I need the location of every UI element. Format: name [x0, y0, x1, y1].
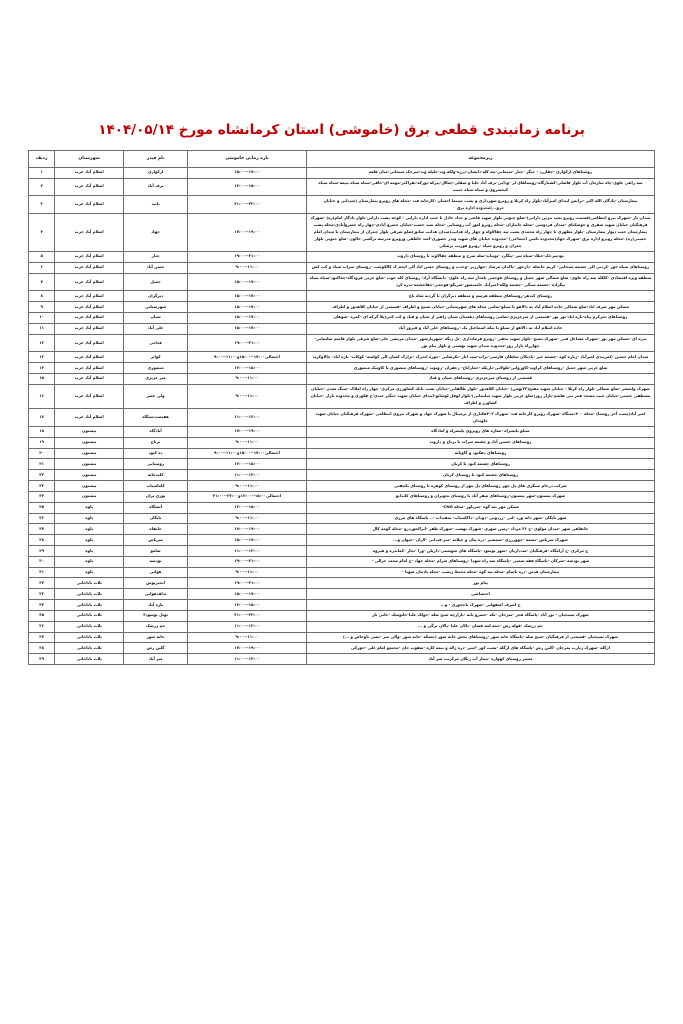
cell-feeder: سرپاس [124, 535, 188, 546]
cell-subset: روستاهای چشمه کبود تا کربان [306, 459, 654, 470]
table-row [29, 546, 655, 557]
table-row [29, 654, 655, 665]
cell-subset: شرکت درجام سنگری های پل چهر روستاهای پل چهر از روستای کوهره تا روستای بکچفتی [306, 481, 654, 492]
cell-feeder: بداقدهوانی [124, 589, 188, 600]
table-row [29, 513, 655, 524]
cell-county: ثلاث باباجانی [55, 654, 124, 665]
cell-index: ۳۶ [29, 621, 55, 632]
cell-subset: میدان بار -شهرک نیرو انتظامی(قسمت روبرو پمپ بنزین دارایی)-ضلع جنوبی بلوار شهید قاضی و حداد عادل تا جنب اداره دارایی - کوچه پشت دارایی-بلوار یادگار امام(ره) -شهرک فرهنگیان خیابان شهید صفری و خوشکنای -میدان فردوسی -محله جانبازان -محله روبرو امور آب روستایی -محله سید خشت-خیابان خسرو آبادی-چهار راه خسروآبادی-محله پشت بیمارستان جنب دیوار بیمارستان -بلوار مطهری تا چهار راه محمدی پشت تپه چقالاواه و چهار راه هدایت(میدان هدایت سابق)ضلع شرقی بلوار چمران از بیمارستان تا میدان امام خمینی(ره) -محله روبرو اداره برق -شهرک جهاد(محدوده تامین اجتماعی) -محدوده خیابان های شهید وندر خصوری-اسد عاطفی وروبرو مدرسه نرگسی خالون -ضلع جنوبی بلوار چمران و روبرو سپاه -روبرو فوریت پزشکی [306, 213, 654, 251]
table-row [29, 426, 655, 437]
table-row [29, 363, 655, 374]
cell-county: بیستون [55, 481, 124, 492]
cell-county: بیستون [55, 470, 124, 481]
cell-county: اسلام آباد غرب [55, 312, 124, 323]
cell-subset: مسیر روستای کهواره -بیماز آب زنگان مرکزبت میر آباد [306, 654, 654, 665]
cell-county: اسلام آباد غرب [55, 334, 124, 352]
cell-time: ۱۷:۰۰--۱۵:۰۰ [188, 535, 307, 546]
cell-county: پاوه [55, 535, 124, 546]
cell-index: ۳ [29, 196, 55, 214]
table-row [29, 556, 655, 567]
cell-subset: شهرک ولیعصر -ضلع شمالی بلوار راه کربلا - خیابان شهید مفتح(۲۲بهمن) -خیابان کلاهدوز -بلوار طالقانی-خیابان پشت بانک کشاورزی مرکزی- چهار راه املاک -سنگ معدن -خیابان مصطفی خمینی-خیابان جنب مسجد قمر بنی هاشم-بازار روز(ضلع غربی بلوار شهید سلیمانی)-بلوار لوفل لوشانو-ابتدای خیابان شهید جنگیر عبدی-خ فکوری و محدوده بازار -خیابان کشاورز و اطراف [306, 384, 654, 408]
cell-feeder: حمیل [124, 273, 188, 291]
cell-subset: خ اشرف اصفهانی -شهرک تاجخوری - و... [306, 600, 654, 611]
table-row [29, 178, 655, 196]
cell-feeder: پانید [124, 196, 188, 214]
cell-index: ۲۶ [29, 513, 55, 524]
cell-subset: سه راهی علوی-چاه سازمان آب بلوار فاضلی-کشتارگاه-روستاهای لر -ودایی-برف آباد علیا و سفلی-چغالل-پیرکه-بورکه-تفراکبر-مومه ای-جافی-سیاه سیاه نبیغه-سیاه سیاه کیخسروی و سیاه سیاه حبیب [306, 178, 654, 196]
column-header-time: بازه زمانی خاموشی [188, 151, 307, 168]
cell-feeder: ده کبود [124, 448, 188, 459]
cell-index: ۳۴ [29, 600, 55, 611]
cell-subset: سیلو پلیسراه -مغازه های روبروی پلیسراه و امادگاه [306, 426, 654, 437]
cell-feeder: کاماسیاب [124, 481, 188, 492]
cell-index: ۲۲ [29, 470, 55, 481]
cell-feeder: انجیربوس [124, 578, 188, 589]
cell-subset: مسکن مهر شرف اباد-ضلع شمالی جاده اسلام آباد به دالاهو تا سیلو-تمامی محله های شهرستانی-خیابان بسیج و اطراف -قسمتی از خیابان کلاهدوز و اطراف [306, 302, 654, 313]
table-header-row [29, 151, 655, 168]
cell-feeder: چنار [124, 251, 188, 262]
cell-subset: روستاهای سیاه خور -لردنی الی چشمه سنجابی- کریم حاتمله -دارخور -پاکدان مرصاد -چهارزبر -وحدت و روستای حسن اباد آلی انجم ک کالکوشت -روستای سراب شیاذ و کت کش [306, 262, 654, 273]
table-row [29, 262, 655, 273]
column-header-feeder: نام فیدر [124, 151, 188, 168]
cell-feeder: ارکوازی [124, 167, 188, 178]
cell-time: ۱۹:۰۰--۱۷:۰۰ [188, 213, 307, 251]
cell-time: ۲۳:۰۰--۲۱:۰۰ [188, 610, 307, 621]
cell-county: بیستون [55, 491, 124, 502]
table-row [29, 384, 655, 408]
cell-time: ۱۱:۰۰--۹:۰۰ [188, 262, 307, 273]
cell-time: ۱۳:۰۰--۱۱:۰۰ [188, 654, 307, 665]
cell-time: ۱۱:۰۰--۹:۰۰ [188, 567, 307, 578]
cell-county: پاوه [55, 567, 124, 578]
cell-county: ثلاث باباجانی [55, 610, 124, 621]
cell-index: ۴ [29, 213, 55, 251]
cell-subset: اختصاصی [306, 589, 654, 600]
cell-time: ۱۷:۰۰--۱۵:۰۰ [188, 167, 307, 178]
cell-county: پاوه [55, 524, 124, 535]
table-row [29, 535, 655, 546]
cell-index: ۱۴ [29, 363, 55, 374]
cell-subset: روستای کندهر-روستاهای منطقه هرسم و منطقه دیزگران تا گردنه شاه باغ [306, 291, 654, 302]
cell-index: ۳۷ [29, 632, 55, 643]
cell-county: پاوه [55, 513, 124, 524]
cell-feeder: روستایی [124, 459, 188, 470]
cell-feeder: شهرستانی [124, 302, 188, 313]
cell-subset: شهرک بیستون-شهر بیستون-روستاهای صفر آباد تا روستای نجوبران و روستاهای کاندانو [306, 491, 654, 502]
cell-time: ۱۱:۰۰--۹:۰۰ [188, 384, 307, 408]
cell-county: ثلاث باباجانی [55, 643, 124, 654]
cell-county: اسلام آباد غرب [55, 352, 124, 363]
cell-index: ۵ [29, 251, 55, 262]
table-row [29, 481, 655, 492]
cell-index: ۱۷ [29, 409, 55, 427]
cell-index: ۷ [29, 273, 55, 291]
cell-feeder: شیان [124, 312, 188, 323]
cell-feeder: گلین رش [124, 643, 188, 654]
cell-subset: مسکن مهر تپه گوه -سرباور -محله CNG- [306, 502, 654, 513]
table-row [29, 323, 655, 334]
cell-feeder: میر عزیزی [124, 373, 188, 384]
cell-subset: بیمارستان قدس -دره باسام -محله تپه گوه -محله محیط زیست -محله پادمان شهدا - [306, 567, 654, 578]
cell-index: ۱۰ [29, 312, 55, 323]
cell-subset: شهرک سرباس -نسمه -چووررزی -شمشیر -دره بیان و چیلانه -میر قبدانی -لاران -جیوان و... [306, 535, 654, 546]
table-row [29, 589, 655, 600]
cell-county: ثلاث باباجانی [55, 578, 124, 589]
cell-subset: روستاهای نجرکرم پناه-تازه اباد-نور بور -قسمتی از میرعزیزی-تمامی روستاهای دهستان شیان زاهیر از شیان و قباد و کت کتی(پلا گرکه ای -کمره -شوهان [306, 312, 654, 323]
cell-time: ۲۱:۰۰--۱۹:۰۰ [188, 334, 307, 352]
cell-time: ۱۵:۰۰--۱۳:۰۰ [188, 502, 307, 513]
table-row [29, 302, 655, 313]
cell-index: ۳۸ [29, 643, 55, 654]
cell-index: ۲۰ [29, 448, 55, 459]
table-row [29, 643, 655, 654]
cell-index: ۲۱ [29, 459, 55, 470]
cell-county: ثلاث باباجانی [55, 632, 124, 643]
table-row [29, 196, 655, 214]
column-header-index: ردیف [29, 151, 55, 168]
cell-subset: پیام نور [306, 578, 654, 589]
cell-time: ۱۹:۰۰--۱۷:۰۰ [188, 426, 307, 437]
cell-time: ۱۷:۰۰--۱۵:۰۰ [188, 291, 307, 302]
cell-county: پاوه [55, 502, 124, 513]
table-row [29, 251, 655, 262]
cell-index: ۶ [29, 262, 55, 273]
table-row [29, 352, 655, 363]
cell-county: بیستون [55, 426, 124, 437]
cell-subset: نودسرخک-خیلاد-سیاه سر -بیلگرد -تویباند-سله سرخ و منطقه چقالاوند تا روستای داروند [306, 251, 654, 262]
table-row [29, 632, 655, 643]
cell-index: ۱۲ [29, 334, 55, 352]
cell-time: ۱۷:۰۰--۱۵:۰۰ [188, 273, 307, 291]
cell-subset: شهرک بسیجیان -قسمتی از فرهنگیان -شیخ صله -پاسگاه خانه شور -روستاهای بخش خانه شور (چشکه -خانه شور -والی سر -بشی ناوخاص و ...) [306, 632, 654, 643]
cell-time: ۱۵:۰۰--۱۳:۰۰ [188, 459, 307, 470]
table-row [29, 448, 655, 459]
cell-feeder: جهاد [124, 213, 188, 251]
table-row [29, 312, 655, 323]
cell-index: ۲۳ [29, 481, 55, 492]
table-row [29, 491, 655, 502]
cell-index: ۳۵ [29, 610, 55, 621]
cell-feeder: کلیدخانه [124, 470, 188, 481]
cell-time: ۲۱:۰۰--۱۹:۰۰ [188, 578, 307, 589]
cell-time: ۱۳:۰۰--۱۱:۰۰ [188, 621, 307, 632]
cell-county: بیستون [55, 459, 124, 470]
cell-time: ۱۳:۰۰--۱۱:۰۰ [188, 546, 307, 557]
cell-subset: روستاهای حسین آباد و چشمه سراب تا برناج و داروند [306, 437, 654, 448]
cell-subset: روستاهای چشمه کبود تا روستای کربان [306, 470, 654, 481]
cell-index: ۱۵ [29, 373, 55, 384]
column-header-county: شهرستان [55, 151, 124, 168]
cell-feeder: هوانی [124, 567, 188, 578]
cell-feeder: خانقاه [124, 524, 188, 535]
cell-index: ۲۵ [29, 502, 55, 513]
cell-county: پاوه [55, 546, 124, 557]
cell-county: اسلام آباد غرب [55, 262, 124, 273]
cell-time: ۱۱:۰۰--۹:۰۰ [188, 373, 307, 384]
table-row [29, 600, 655, 611]
cell-county: اسلام آباد غرب [55, 213, 124, 251]
table-row [29, 273, 655, 291]
cell-time: ۲۱:۰۰--۱۹:۰۰ [188, 556, 307, 567]
table-row [29, 373, 655, 384]
cell-index: ۲ [29, 178, 55, 196]
cell-index: ۲۹ [29, 546, 55, 557]
cell-county: پاوه [55, 556, 124, 567]
cell-time: ۱۷:۰۰--۱۵:۰۰ [188, 312, 307, 323]
cell-time: ۱۳:۰۰--۱۱:۰۰ [188, 409, 307, 427]
table-row [29, 578, 655, 589]
cell-county: اسلام آباد غرب [55, 323, 124, 334]
cell-county: اسلام آباد غرب [55, 384, 124, 408]
cell-subset: روستاهای ارکوازی -چقازرد - چنگر -چنار -سیمانی-تپه کله-دانشان-درزه-ولکه وند-جلیله وند-سرخک سنجابی-میان قلعه [306, 167, 654, 178]
table-row [29, 470, 655, 481]
cell-feeder: شامو [124, 546, 188, 557]
cell-county: ثلاث باباجانی [55, 600, 124, 611]
cell-county: اسلام آباد غرب [55, 167, 124, 178]
cell-subset: شهر نودشه -شرکان -پاسگاه فقه شمنی -پاسگاه سه راه شهدا -روستاهای شرام -محله جهاد -خ امام محمد غزالی - [306, 556, 654, 567]
cell-time: ۱۱:۰۰--۹:۰۰ [188, 632, 307, 643]
cell-feeder: بایگان [124, 513, 188, 524]
cell-time: احتمالی۱۷:۰۰--۱۵:۰۰و۱۱:۰۰--۹:۰۰ [188, 352, 307, 363]
table-row [29, 291, 655, 302]
cell-index: ۳۰ [29, 556, 55, 567]
cell-time: ۱۱:۰۰--۹:۰۰ [188, 437, 307, 448]
table-row [29, 334, 655, 352]
cell-subset: منطقه ویژه اقتصادی -کلکله سه راه علوی- ضلع شمالی شهر حمیل و روستای فوجمی نامدار سه راه علوی- دانشگاه آزاد- روستای کله جوب -ضلع غربی فرودگاه-چغاکبود-سیاه سیاه بیگزاده -چشمه سنگی -چشمه ولکه-امیرآباد خانمنصور-سربگو-فوجمی-چقاچشمه-بدره کرد [306, 273, 654, 291]
cell-subset: شهرک بسیجیان - نور آباد -پاسگاه فجر -تمرخان -تکه -خسرو بانه -بازارچه شیخ صله -حولک علیا-جانوسک -جانی نار [306, 610, 654, 621]
cell-index: ۱ [29, 167, 55, 178]
cell-feeder: علی آباد [124, 323, 188, 334]
cell-index: ۳۱ [29, 567, 55, 578]
cell-county: ثلاث باباجانی [55, 621, 124, 632]
cell-feeder: جم زرشک [124, 621, 188, 632]
cell-index: ۸ [29, 291, 55, 302]
cell-time: ۱۵:۰۰--۱۳:۰۰ [188, 178, 307, 196]
cell-county: اسلام آباد غرب [55, 251, 124, 262]
cell-feeder: دیزگران [124, 291, 188, 302]
cell-feeder: میر آباد [124, 654, 188, 665]
cell-time: ۱۱:۰۰--۹:۰۰ [188, 513, 307, 524]
cell-feeder: خانه شور [124, 632, 188, 643]
cell-subset: بیمارستان -پادگان الله اکبر -ترانس ابتدای امیرآباد-بلوار راه کربلا و روبرو شهرداری و پشت سینما احسان -کارخانه قند -محله های روبرو بیمارستان (شیدایی و خیابان حرو...)محدوده اداره برق [306, 196, 654, 214]
cell-time: ۱۹:۰۰--۱۷:۰۰ [188, 524, 307, 535]
cell-subset: شهر بایگان -شهر دانه ورد -لنی -زردویی -دودان -داکاسیاب- سفیداب -.. پاسگاه های مرزی [306, 513, 654, 524]
cell-subset: روستاهای دهکبود و گاوبانه [306, 448, 654, 459]
cell-time: ۱۹:۰۰--۱۷:۰۰ [188, 643, 307, 654]
cell-county: اسلام آباد غرب [55, 178, 124, 196]
table-row [29, 524, 655, 535]
cell-feeder: برف آباد [124, 178, 188, 196]
cell-index: ۲۴ [29, 491, 55, 502]
cell-subset: امیر آباد(پست آخر روستا) -محله ۷۰۰دستگاه -شهرک روبرو کارخانه قند- شهرک ۴۰۲هکتاری از ترمینال تا شهرک جهاد و شهرک نیروی انتظامی -شهرک فرهنگیان خیابان شهید جاویدان [306, 409, 654, 427]
cell-time: ۱۷:۰۰--۱۵:۰۰ [188, 302, 307, 313]
table-row [29, 610, 655, 621]
cell-subset: جم زرشک -قوله رش -جمه لمه فشان -پالان علیا -پالان ترگی و ... [306, 621, 654, 632]
cell-county: بیستون [55, 448, 124, 459]
cell-index: ۳۲ [29, 578, 55, 589]
cell-subset: خ مرکزی -خ آرامگاه -فرهنگیان -سدداریان -شهر نوسود -پاسگاه های شوشمی-داریلن -ورا -نجار -کماندره و هیروه [306, 546, 654, 557]
cell-feeder: برناج [124, 437, 188, 448]
cell-time: ۲۱:۰۰--۱۹:۰۰ [188, 251, 307, 262]
cell-time: احتمالی۱۵:۰۰--۱۳:۰۰و۲۳:۰۰--۲۱:۰۰ [188, 491, 307, 502]
cell-subset: خانقاهی شهر -میدان مولوی -خ ۲۶ مرداد -زمین شهری -شهرک نهضت -شهرک ظفر -ابرالخوردرو -محله گومه کال [306, 524, 654, 535]
cell-subset: ازگله -شهرک زیارت نمرخان -گلین رش -پاسگاه های ازگله -پشت کور -انبیر -دره ژاله و نیمه کاره -یعقوب جان -مجتمع امام علی -خورکی [306, 643, 654, 654]
column-header-subset: زیرمجموعه [306, 151, 654, 168]
table-body [29, 167, 655, 664]
cell-time: ۱۷:۰۰--۱۵:۰۰ [188, 589, 307, 600]
cell-subset: قسمتی از روستای میرعزیزی -روستاهای شیان و قباد [306, 373, 654, 384]
cell-feeder: آتشگاه [124, 502, 188, 513]
cell-county: اسلام آباد غرب [55, 273, 124, 291]
cell-index: ۳۹ [29, 654, 55, 665]
cell-subset: ضلع غربی شهر حمیل -روستاهای کراوند-کاوروانی-طولایی-باریکه -خماراناج- زعفران -روتوند -روستاهای منصوری تا کاوتنک منصوری [306, 363, 654, 374]
cell-index: ۱۹ [29, 437, 55, 448]
table-row [29, 213, 655, 251]
cell-county: ثلاث باباجانی [55, 589, 124, 600]
cell-county: بیستون [55, 437, 124, 448]
cell-feeder: آبادگاه [124, 426, 188, 437]
cell-index: ۱۸ [29, 426, 55, 437]
table-row [29, 567, 655, 578]
cell-index: ۱۶ [29, 384, 55, 408]
cell-feeder: فتاحی [124, 334, 188, 352]
table-row [29, 621, 655, 632]
table-row [29, 459, 655, 470]
cell-feeder: توتل نوسود۲ [124, 610, 188, 621]
cell-feeder: تازه آباد [124, 600, 188, 611]
cell-time: احتمالی۱۷:۰۰--۱۵:۰۰و۱۱:۰۰--۹:۰۰ [188, 448, 307, 459]
cell-county: اسلام آباد غرب [55, 373, 124, 384]
cell-time: ۱۵:۰۰--۱۳:۰۰ [188, 600, 307, 611]
table-row [29, 167, 655, 178]
cell-feeder: ولی عصر [124, 384, 188, 408]
schedule-table-container [28, 150, 655, 665]
cell-feeder: منصوری [124, 363, 188, 374]
outage-schedule-table [28, 150, 655, 665]
cell-time: ۱۳:۰۰--۱۱:۰۰ [188, 470, 307, 481]
page-title: برنامه زمانبندی قطعی برق (خاموشی) استان کرمانشاه مورخ ۱۴۰۴/۰۵/۱۴ [98, 122, 585, 138]
cell-feeder: نوزی بران [124, 491, 188, 502]
cell-feeder: حسن آباد [124, 262, 188, 273]
cell-county: اسلام آباد غرب [55, 291, 124, 302]
cell-county: اسلام آباد غرب [55, 363, 124, 374]
cell-time: ۱۱:۰۰--۹:۰۰ [188, 481, 307, 492]
cell-subset: جاده اسلام آباد به دالاهو از سیلو تا تنکه اسماعیل بک -روستاهای علی آباد و فیروز آباد [306, 323, 654, 334]
cell-feeder: نودشه [124, 556, 188, 567]
cell-index: ۹ [29, 302, 55, 313]
cell-county: اسلام آباد غرب [55, 409, 124, 427]
cell-index: ۱۱ [29, 323, 55, 334]
cell-county: اسلام آباد غرب [55, 196, 124, 214]
cell-subset: بدره ای -مسکن مهر نور -شهرک مشاغل فنی -شهرک بسیج -بلوار شهید نجفی -روبرو فرمانداری -پل زنگه -شهریارشهر -میدان مرتضی علی-ضلع شرقی بلوار قاسم سلیمانی-چهارراه بازار روز-محدوده میدان شهید بهشتی و بلوار پیام نور [306, 334, 654, 352]
cell-index: ۲۷ [29, 524, 55, 535]
table-row [29, 409, 655, 427]
cell-time: ۱۷:۰۰--۱۵:۰۰ [188, 323, 307, 334]
table-row [29, 437, 655, 448]
cell-time: ۱۵:۰۰--۱۳:۰۰ [188, 363, 307, 374]
cell-time: ۲۳:۰۰--۲۱:۰۰ [188, 196, 307, 214]
table-row [29, 502, 655, 513]
table-header [29, 151, 655, 168]
cell-county: اسلام آباد غرب [55, 302, 124, 313]
cell-index: ۲۸ [29, 535, 55, 546]
cell-index: ۱۳ [29, 352, 55, 363]
cell-feeder: هفتصددستگاه [124, 409, 188, 427]
cell-index: ۳۳ [29, 589, 55, 600]
cell-feeder: کوانر [124, 352, 188, 363]
cell-subset: میدان امام حسین -کمربندی امیرآباد -زیاره کوه -چشمه خیر -بادبکان سلطان قارسی-تراب-سید اباز -بکرشایی -جوزه انجرک -نزارک کسان الی کولسه- کوکاب- تازه اباد- چالاوکرید [306, 352, 654, 363]
